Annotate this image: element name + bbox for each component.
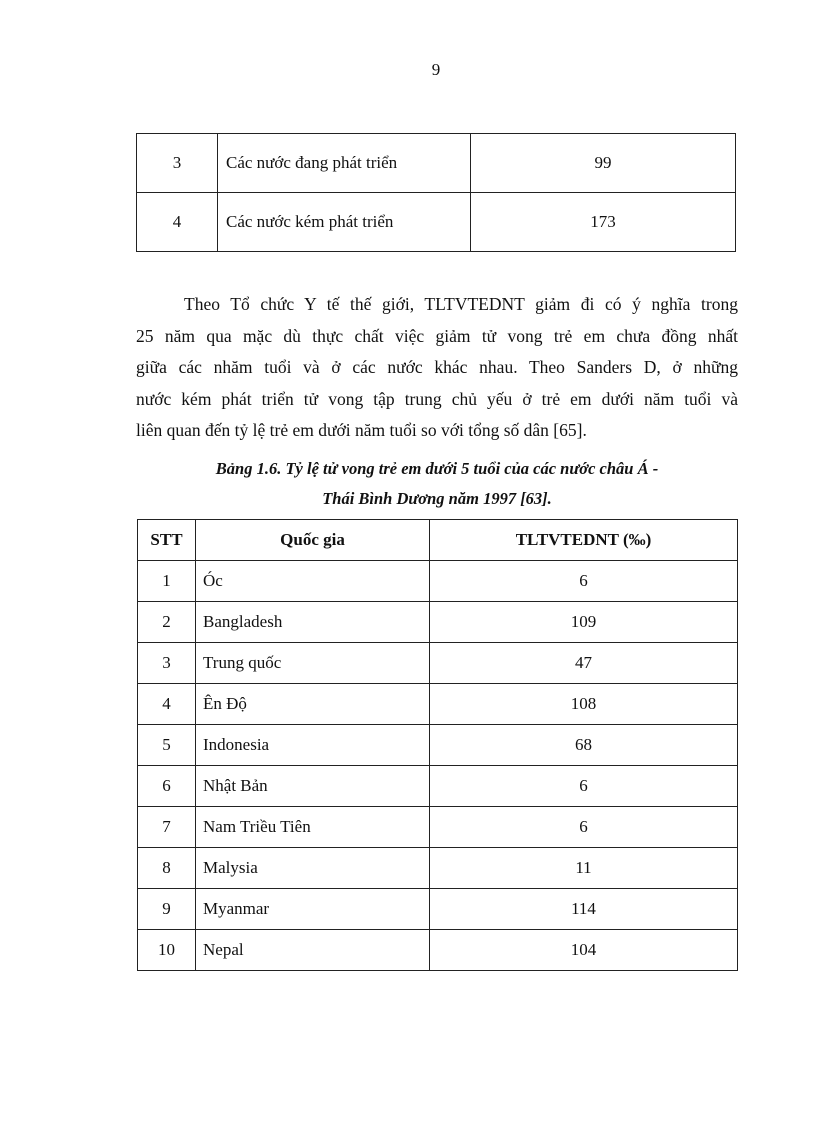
table-row bbox=[138, 684, 738, 725]
stt-cell: 7 bbox=[138, 807, 196, 848]
stt-cell: 2 bbox=[138, 602, 196, 643]
header-country: Quốc gia bbox=[196, 520, 430, 561]
table-row bbox=[138, 930, 738, 971]
top-table bbox=[136, 133, 736, 252]
country-cell: Indonesia bbox=[196, 725, 430, 766]
rate-cell: 109 bbox=[430, 602, 738, 643]
stt-cell: 10 bbox=[138, 930, 196, 971]
table-row bbox=[137, 193, 736, 252]
header-rate: TLTVTEDNT (‰) bbox=[430, 520, 738, 561]
stt-cell: 8 bbox=[138, 848, 196, 889]
table-row bbox=[138, 725, 738, 766]
table-row bbox=[138, 889, 738, 930]
stt-cell: 4 bbox=[137, 193, 218, 252]
stt-cell: 9 bbox=[138, 889, 196, 930]
table-caption bbox=[136, 454, 738, 514]
header-stt: STT bbox=[138, 520, 196, 561]
table-row bbox=[138, 807, 738, 848]
paragraph-line: nước kém phát triển tử vong tập trung chủ yếu ở trẻ em dưới năm tuổi và bbox=[136, 388, 738, 409]
rate-cell: 6 bbox=[430, 766, 738, 807]
mortality-table bbox=[137, 519, 738, 971]
country-cell: Bangladesh bbox=[196, 602, 430, 643]
table-row bbox=[138, 848, 738, 889]
value-cell: 99 bbox=[471, 134, 736, 193]
table-header-row bbox=[138, 520, 738, 561]
group-cell: Các nước đang phát triển bbox=[218, 134, 471, 193]
stt-cell: 6 bbox=[138, 766, 196, 807]
paragraph-line: giữa các nhăm tuổi và ở các nước khác nhau. Theo Sanders D, ở những bbox=[136, 357, 738, 377]
country-cell: Óc bbox=[196, 561, 430, 602]
value-cell: 173 bbox=[471, 193, 736, 252]
stt-cell: 3 bbox=[138, 643, 196, 684]
stt-cell: 4 bbox=[138, 684, 196, 725]
table-row bbox=[138, 561, 738, 602]
stt-cell: 3 bbox=[137, 134, 218, 193]
country-cell: Malysia bbox=[196, 848, 430, 889]
country-cell: Myanmar bbox=[196, 889, 430, 930]
country-cell: Ên Độ bbox=[196, 684, 430, 725]
table-row bbox=[137, 134, 736, 193]
page-number-text: 9 bbox=[431, 60, 441, 79]
rate-cell: 108 bbox=[430, 684, 738, 725]
country-cell: Nhật Bản bbox=[196, 766, 430, 807]
paragraph-line: Theo Tổ chức Y tế thế giới, TLTVTEDNT giảm đi có ý nghĩa trong bbox=[184, 294, 738, 314]
caption-line-1: Bảng 1.6. Tỷ lệ tử vong trẻ em dưới 5 tuổi của các nước châu Á - bbox=[215, 459, 659, 478]
country-cell: Trung quốc bbox=[196, 643, 430, 684]
table-row bbox=[138, 643, 738, 684]
rate-cell: 68 bbox=[430, 725, 738, 766]
stt-cell: 5 bbox=[138, 725, 196, 766]
table-row bbox=[138, 602, 738, 643]
rate-cell: 11 bbox=[430, 848, 738, 889]
rate-cell: 47 bbox=[430, 643, 738, 684]
rate-cell: 6 bbox=[430, 807, 738, 848]
caption-line-2: Thái Bình Dương năm 1997 [63]. bbox=[322, 489, 552, 508]
paragraph-line: liên quan đến tỷ lệ trẻ em dưới năm tuổi so với tổng số dân [65]. bbox=[136, 420, 587, 440]
table-row bbox=[138, 766, 738, 807]
country-cell: Nepal bbox=[196, 930, 430, 971]
rate-cell: 114 bbox=[430, 889, 738, 930]
page-number bbox=[0, 60, 816, 80]
rate-cell: 6 bbox=[430, 561, 738, 602]
stt-cell: 1 bbox=[138, 561, 196, 602]
group-cell: Các nước kém phát triển bbox=[218, 193, 471, 252]
paragraph-line: 25 năm qua mặc dù thực chất việc giảm tử vong trẻ em chưa đồng nhất bbox=[136, 325, 738, 346]
body-paragraph bbox=[136, 289, 738, 447]
rate-cell: 104 bbox=[430, 930, 738, 971]
country-cell: Nam Triều Tiên bbox=[196, 807, 430, 848]
